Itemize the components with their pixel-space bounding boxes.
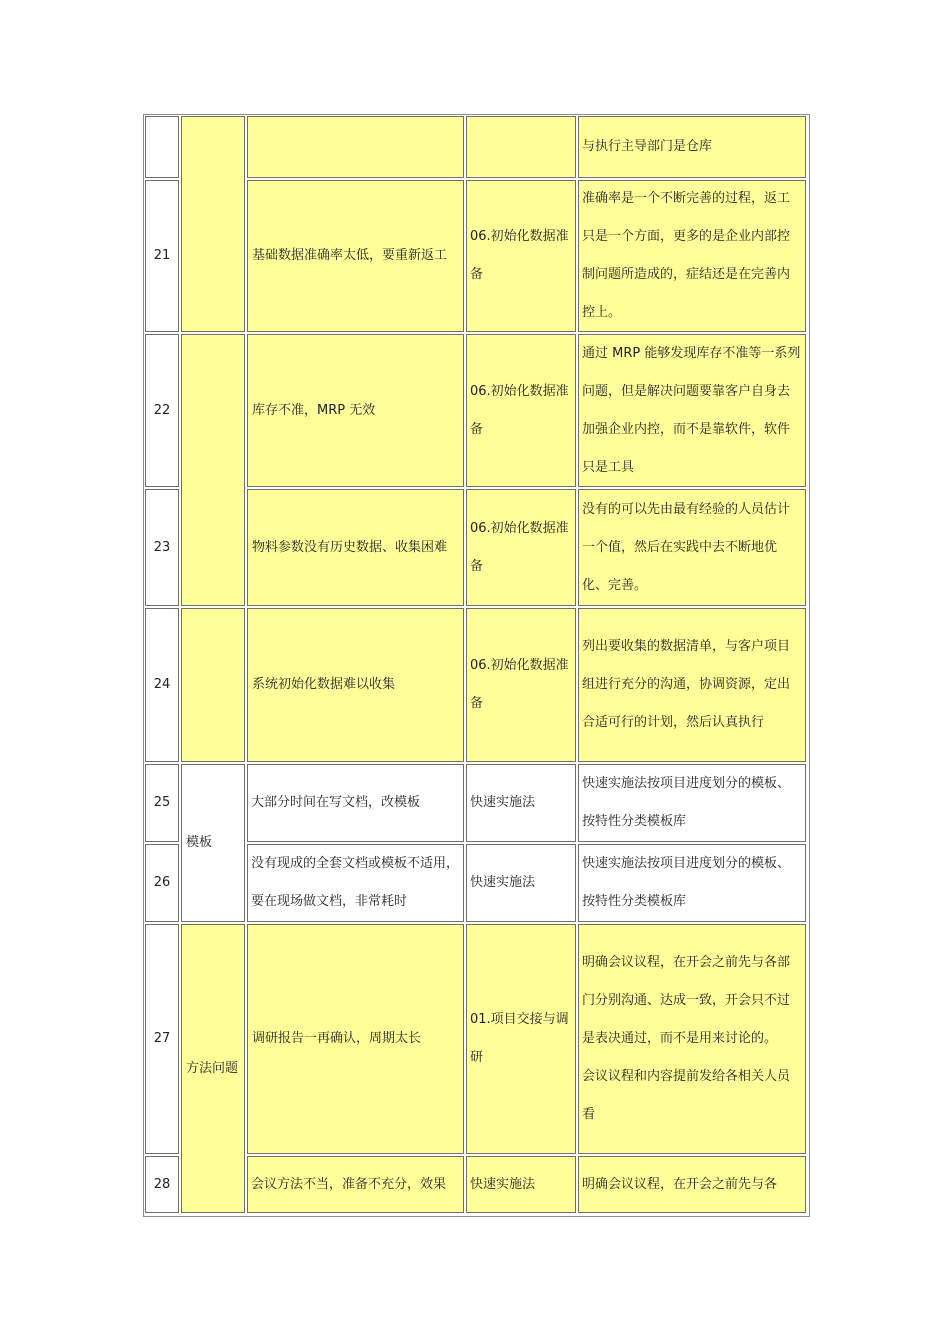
problem-text: 物料参数没有历史数据、收集困难 (252, 539, 448, 555)
stage-text: 06.初始化数据准备 (470, 229, 569, 282)
stage-text: 快速实施法 (470, 1176, 536, 1192)
stage-text: 快速实施法 (470, 875, 536, 890)
problem-text: 调研报告一再确认，周期太长 (252, 1031, 422, 1046)
category-cell (181, 116, 245, 332)
problem-text: 没有现成的全套文档或模板不适用，要在现场做文档，非常耗时 (251, 856, 460, 909)
solution-text: 列出要收集的数据清单，与客户项目组进行充分的沟通，协调资源，定出合适可行的计划，然后认真执行 (582, 639, 791, 730)
problem-cell (247, 764, 464, 842)
solution-paragraph: 明确会议议程，在开会之前先与各部门分别沟通、达成一致，开会只不过是表决通过，而不是用来讨论的。 (582, 955, 791, 1046)
row-number: 21 (153, 248, 171, 263)
row-number: 27 (153, 1031, 171, 1046)
solution-cell (578, 334, 806, 487)
stage-text: 01.项目交接与调研 (470, 1012, 569, 1065)
solution-cell (578, 844, 806, 922)
solution-text: 快速实施法按项目进度划分的模板、按特性分类模板库 (582, 776, 791, 829)
stage-cell (466, 764, 576, 842)
row-number-cell (145, 1156, 179, 1213)
category-cell (181, 608, 245, 762)
solution-cell (578, 1156, 806, 1213)
solution-cell (578, 116, 806, 178)
solution-text: 与执行主导部门是仓库 (582, 139, 713, 154)
problem-text: 会议方法不当，准备不充分，效果 (251, 1176, 447, 1192)
solution-cell (578, 489, 806, 606)
row-number: 28 (153, 1176, 171, 1192)
problem-cell (247, 924, 464, 1154)
problem-text: 基础数据准确率太低，要重新返工 (252, 248, 448, 263)
solution-cell (578, 180, 806, 332)
row-number-cell (145, 608, 179, 762)
problem-cell (247, 844, 464, 922)
solution-text: 通过 MRP 能够发现库存不准等一系列问题，但是解决问题要靠客户自身去加强企业内控，而不是靠软件，软件只是工具 (582, 345, 801, 475)
solution-text: 快速实施法按项目进度划分的模板、按特性分类模板库 (582, 856, 791, 909)
row-number: 26 (153, 875, 171, 890)
row-number-cell (145, 489, 179, 606)
category-cell (181, 334, 245, 606)
solution-text (582, 944, 802, 1134)
problem-text: 系统初始化数据难以收集 (252, 677, 396, 692)
stage-cell (466, 924, 576, 1154)
solution-cell (578, 764, 806, 842)
solution-paragraph: 会议议程和内容提前发给各相关人员看 (582, 1069, 791, 1122)
row-number-cell (145, 334, 179, 487)
row-number-cell (145, 764, 179, 842)
stage-cell (466, 334, 576, 487)
problem-text: 大部分时间在写文档，改模板 (251, 795, 421, 810)
category-cell (181, 764, 245, 922)
row-number-cell (145, 844, 179, 922)
stage-cell (466, 116, 576, 178)
category-text: 模板 (186, 835, 213, 850)
row-number-cell (145, 116, 179, 178)
stage-text: 06.初始化数据准备 (470, 658, 569, 711)
stage-cell (466, 1156, 576, 1213)
problem-cell (247, 1156, 464, 1213)
row-number-cell (145, 924, 179, 1154)
stage-text: 06.初始化数据准备 (470, 383, 569, 437)
problem-cell (247, 608, 464, 762)
problem-text: 库存不准，MRP 无效 (252, 402, 376, 418)
problem-cell (247, 116, 464, 178)
solution-cell (578, 608, 806, 762)
problem-cell (247, 180, 464, 332)
category-cell (181, 924, 245, 1213)
stage-cell (466, 489, 576, 606)
solution-text: 明确会议议程，在开会之前先与各 (582, 1176, 778, 1192)
row-number-cell (145, 180, 179, 332)
stage-text: 快速实施法 (470, 795, 536, 810)
solution-cell (578, 924, 806, 1154)
stage-text: 06.初始化数据准备 (470, 520, 569, 574)
row-number: 25 (153, 795, 171, 810)
solution-text: 没有的可以先由最有经验的人员估计一个值，然后在实践中去不断地优化、完善。 (582, 501, 791, 593)
stage-cell (466, 180, 576, 332)
stage-cell (466, 844, 576, 922)
stage-cell (466, 608, 576, 762)
row-number: 22 (153, 402, 171, 418)
problem-cell (247, 489, 464, 606)
row-number: 24 (153, 677, 171, 692)
solution-text: 准确率是一个不断完善的过程，返工只是一个方面，更多的是企业内部控制问题所造成的，症结还是在完善内控上。 (582, 191, 791, 320)
problem-cell (247, 334, 464, 487)
row-number: 23 (153, 539, 171, 555)
category-text: 方法问题 (186, 1060, 239, 1076)
